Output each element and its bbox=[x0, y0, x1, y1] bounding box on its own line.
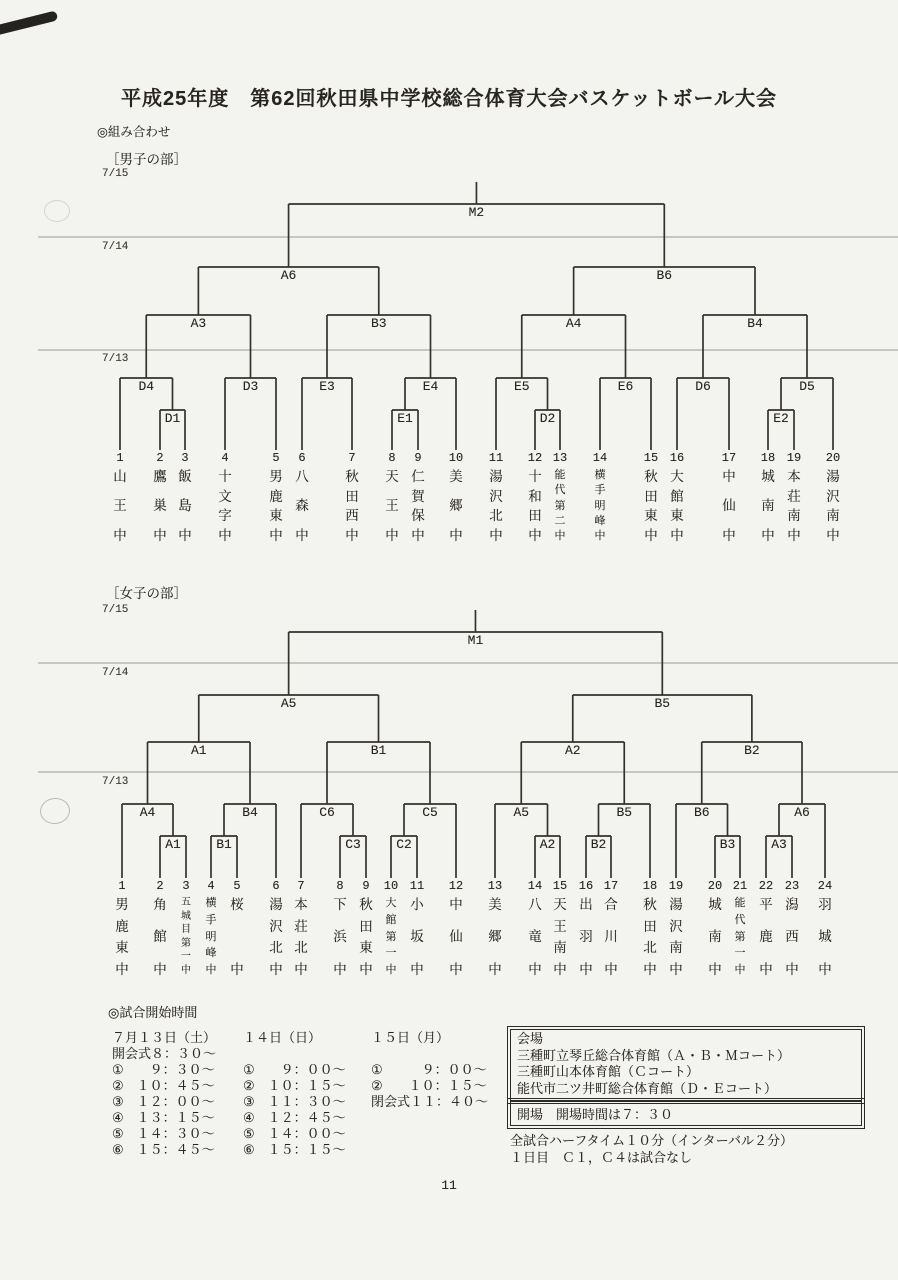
scan-artifact-circle bbox=[44, 200, 70, 222]
game-label-e1: E1 bbox=[397, 411, 413, 426]
team-name: 城 南 中 bbox=[761, 469, 775, 543]
team-name: 仁 賀 保 中 bbox=[411, 469, 425, 543]
team-number: 21 bbox=[732, 879, 748, 893]
girls-team-15 bbox=[548, 880, 572, 976]
girls-team-3 bbox=[174, 880, 198, 976]
team-number: 23 bbox=[784, 879, 800, 893]
game-label-d1: D1 bbox=[164, 411, 181, 426]
team-number: 3 bbox=[182, 879, 190, 893]
boys-team-2 bbox=[148, 452, 172, 542]
schedule-row: ② １０：４５～ bbox=[112, 1078, 215, 1093]
team-number: 10 bbox=[448, 451, 464, 465]
girls-team-16 bbox=[574, 880, 598, 976]
girls-team-5 bbox=[225, 880, 249, 976]
day1-note: １日目 Ｃ１，Ｃ４は試合なし bbox=[510, 1150, 693, 1165]
game-label-c2: C2 bbox=[396, 837, 412, 852]
team-name: 角 館 中 bbox=[153, 897, 167, 977]
team-name: 平 鹿 中 bbox=[759, 897, 773, 977]
team-name: 山 王 中 bbox=[113, 469, 127, 543]
team-name: 五 城 目 第 一 中 bbox=[181, 897, 191, 976]
game-label-b2: B2 bbox=[744, 743, 760, 758]
game-label-a4: A4 bbox=[139, 805, 156, 820]
team-number: 16 bbox=[669, 451, 685, 465]
game-label-e4: E4 bbox=[422, 379, 439, 394]
team-number: 17 bbox=[721, 451, 737, 465]
schedule-row: 閉会式１１：４０～ bbox=[371, 1094, 489, 1109]
team-name: 天 王 南 中 bbox=[553, 897, 567, 977]
boys-team-12 bbox=[523, 452, 547, 542]
team-name: 美 郷 中 bbox=[488, 897, 502, 977]
opening-time-box bbox=[507, 1098, 865, 1129]
team-name: 十 和 田 中 bbox=[528, 469, 542, 543]
team-name: 小 坂 中 bbox=[410, 897, 424, 977]
game-label-a1: A1 bbox=[190, 743, 207, 758]
team-name: 能 代 第 一 中 bbox=[734, 897, 746, 976]
girls-team-6 bbox=[264, 880, 288, 976]
team-name: 桜 中 bbox=[230, 897, 244, 977]
game-label-d5: D5 bbox=[799, 379, 815, 394]
boys-team-11 bbox=[484, 452, 508, 542]
venue-header: 会場 bbox=[517, 1031, 544, 1046]
game-label-a6: A6 bbox=[280, 268, 297, 283]
team-name: 大 館 東 中 bbox=[670, 469, 684, 543]
schedule-row: ⑥ １５：４５～ bbox=[112, 1142, 215, 1157]
game-label-a2: A2 bbox=[564, 743, 581, 758]
venue-line: 能代市二ツ井町総合体育館（Ｄ・Ｅコート） bbox=[517, 1080, 778, 1096]
boys-date-715: 7/15 bbox=[102, 168, 129, 180]
boys-team-19 bbox=[782, 452, 806, 542]
team-number: 20 bbox=[707, 879, 723, 893]
team-number: 19 bbox=[668, 879, 684, 893]
schedule-row: ⑥ １５：１５～ bbox=[243, 1142, 346, 1157]
game-label-d6: D6 bbox=[695, 379, 711, 394]
girls-team-12 bbox=[444, 880, 468, 976]
game-label-c3: C3 bbox=[345, 837, 361, 852]
team-name: 八 竜 中 bbox=[528, 897, 542, 977]
girls-date-714: 7/14 bbox=[102, 667, 129, 679]
girls-team-24 bbox=[813, 880, 837, 976]
team-name: 能 代 第 二 中 bbox=[554, 469, 566, 542]
team-number: 13 bbox=[552, 451, 568, 465]
girls-team-17 bbox=[599, 880, 623, 976]
girls-team-18 bbox=[638, 880, 662, 976]
game-label-b1: B1 bbox=[216, 837, 232, 852]
game-label-d3: D3 bbox=[242, 379, 259, 394]
team-name: 湯 沢 北 中 bbox=[269, 897, 283, 977]
schedule-day-3 bbox=[371, 1030, 488, 1110]
game-label-e6: E6 bbox=[617, 379, 634, 394]
team-name: 本 荘 南 中 bbox=[787, 469, 801, 543]
boys-date-713: 7/13 bbox=[102, 353, 129, 365]
girls-team-9 bbox=[354, 880, 378, 976]
team-number: 13 bbox=[487, 879, 503, 893]
game-label-a3: A3 bbox=[190, 316, 207, 331]
team-name: 湯 沢 南 中 bbox=[669, 897, 683, 977]
game-label-a1: A1 bbox=[165, 837, 181, 852]
team-number: 15 bbox=[552, 879, 568, 893]
scan-artifact-streak bbox=[0, 10, 58, 35]
girls-team-19 bbox=[664, 880, 688, 976]
team-name: 潟 西 中 bbox=[785, 897, 799, 977]
team-name: 男 鹿 東 中 bbox=[115, 897, 129, 977]
boys-date-714: 7/14 bbox=[102, 241, 129, 253]
boys-team-6 bbox=[290, 452, 314, 542]
venue-box bbox=[507, 1026, 865, 1104]
team-name: 出 羽 中 bbox=[579, 897, 593, 977]
girls-team-20 bbox=[703, 880, 727, 976]
boys-team-7 bbox=[340, 452, 364, 542]
team-name: 城 南 中 bbox=[708, 897, 722, 977]
schedule-day-header: ７月１３日（土） bbox=[112, 1030, 217, 1045]
girls-team-4 bbox=[199, 880, 223, 976]
team-name: 横 手 明 峰 中 bbox=[205, 897, 217, 976]
team-number: 6 bbox=[272, 879, 280, 893]
girls-section-label: ［女子の部］ bbox=[106, 586, 187, 601]
game-label-b2: B2 bbox=[590, 837, 607, 852]
team-number: 4 bbox=[207, 879, 215, 893]
boys-team-15 bbox=[639, 452, 663, 542]
schedule-row: ① ９：００～ bbox=[243, 1062, 346, 1077]
schedule-row: ① ９：３０～ bbox=[112, 1062, 215, 1077]
team-number: 18 bbox=[760, 451, 776, 465]
team-number: 9 bbox=[414, 451, 422, 465]
team-number: 1 bbox=[118, 879, 126, 893]
girls-team-2 bbox=[148, 880, 172, 976]
team-name: 秋 田 北 中 bbox=[643, 897, 657, 977]
team-name: 八 森 中 bbox=[295, 469, 309, 543]
venue-line: 三種町立琴丘総合体育館（Ａ・Ｂ・Ｍコート） bbox=[517, 1047, 791, 1063]
page-title: 平成25年度 第62回秋田県中学校総合体育大会バスケットボール大会 bbox=[120, 88, 778, 110]
team-number: 15 bbox=[643, 451, 659, 465]
team-number: 2 bbox=[156, 451, 164, 465]
game-label-a2: A2 bbox=[539, 837, 556, 852]
halftime-note: 全試合ハーフタイム１０分（インターバル２分） bbox=[510, 1133, 794, 1148]
game-label-b3: B3 bbox=[719, 837, 736, 852]
game-label-m2: M2 bbox=[468, 205, 485, 220]
team-name: 大 館 第 一 中 bbox=[385, 897, 397, 976]
team-number: 4 bbox=[221, 451, 229, 465]
team-number: 11 bbox=[488, 451, 504, 465]
team-name: 中 仙 中 bbox=[722, 469, 736, 543]
game-label-a3: A3 bbox=[771, 837, 787, 852]
game-label-b6: B6 bbox=[693, 805, 710, 820]
team-number: 19 bbox=[786, 451, 802, 465]
team-number: 5 bbox=[272, 451, 280, 465]
team-number: 1 bbox=[116, 451, 124, 465]
team-name: 合 川 中 bbox=[604, 897, 618, 977]
schedule-heading: ◎試合開始時間 bbox=[108, 1005, 198, 1020]
game-label-b1: B1 bbox=[370, 743, 387, 758]
team-name: 飯 島 中 bbox=[178, 469, 192, 543]
team-number: 14 bbox=[592, 451, 608, 465]
team-name: 湯 沢 北 中 bbox=[489, 469, 503, 543]
boys-team-10 bbox=[444, 452, 468, 542]
team-number: 14 bbox=[527, 879, 543, 893]
boys-section-label: ［男子の部］ bbox=[106, 152, 187, 167]
scan-artifact-circle bbox=[39, 797, 72, 826]
game-label-b3: B3 bbox=[370, 316, 387, 331]
boys-team-16 bbox=[665, 452, 689, 542]
schedule-row: ② １０：１５～ bbox=[371, 1078, 487, 1093]
team-name: 本 荘 北 中 bbox=[294, 897, 308, 977]
girls-team-22 bbox=[754, 880, 778, 976]
girls-team-21 bbox=[728, 880, 752, 976]
game-label-a5: A5 bbox=[513, 805, 530, 820]
game-label-a4: A4 bbox=[565, 316, 582, 331]
team-name: 湯 沢 南 中 bbox=[826, 469, 840, 543]
team-number: 11 bbox=[409, 879, 425, 893]
schedule-row: ④ １２：４５～ bbox=[243, 1110, 346, 1125]
girls-date-713: 7/13 bbox=[102, 776, 129, 788]
girls-team-1 bbox=[110, 880, 134, 976]
boys-team-1 bbox=[108, 452, 132, 542]
boys-team-14 bbox=[588, 452, 612, 542]
schedule-day-header: １５日（月） bbox=[371, 1030, 450, 1045]
game-label-a5: A5 bbox=[280, 696, 297, 711]
page-number: 11 bbox=[441, 1178, 457, 1193]
schedule-row: ③ １１：３０～ bbox=[243, 1094, 346, 1109]
schedule-day-1 bbox=[112, 1030, 216, 1158]
girls-team-13 bbox=[483, 880, 507, 976]
game-label-b4: B4 bbox=[747, 316, 763, 331]
team-number: 3 bbox=[181, 451, 189, 465]
schedule-row: ④ １３：１５～ bbox=[112, 1110, 215, 1125]
team-number: 7 bbox=[348, 451, 356, 465]
girls-team-8 bbox=[328, 880, 352, 976]
boys-team-9 bbox=[406, 452, 430, 542]
team-number: 8 bbox=[336, 879, 344, 893]
team-name: 秋 田 東 中 bbox=[359, 897, 373, 977]
boys-team-20 bbox=[821, 452, 845, 542]
game-label-d4: D4 bbox=[138, 379, 155, 394]
game-label-b5: B5 bbox=[654, 696, 671, 711]
team-number: 6 bbox=[298, 451, 306, 465]
team-number: 2 bbox=[156, 879, 164, 893]
team-number: 12 bbox=[448, 879, 464, 893]
team-number: 22 bbox=[758, 879, 774, 893]
team-name: 天 王 中 bbox=[385, 469, 399, 543]
boys-team-13 bbox=[548, 452, 572, 542]
team-number: 18 bbox=[642, 879, 658, 893]
boys-team-4 bbox=[213, 452, 237, 542]
schedule-day-2 bbox=[243, 1030, 346, 1158]
game-label-d2: D2 bbox=[539, 411, 556, 426]
girls-team-10 bbox=[379, 880, 403, 976]
team-name: 秋 田 西 中 bbox=[345, 469, 359, 543]
team-number: 12 bbox=[527, 451, 543, 465]
game-label-e3: E3 bbox=[319, 379, 335, 394]
team-name: 下 浜 中 bbox=[333, 897, 347, 977]
game-label-c5: C5 bbox=[422, 805, 438, 820]
schedule-row: ⑤ １４：００～ bbox=[243, 1126, 346, 1141]
game-label-m1: M1 bbox=[467, 633, 484, 648]
game-label-e2: E2 bbox=[773, 411, 789, 426]
game-label-e5: E5 bbox=[513, 379, 530, 394]
team-name: 羽 城 中 bbox=[818, 897, 832, 977]
spacer bbox=[243, 1046, 346, 1062]
team-number: 16 bbox=[578, 879, 594, 893]
schedule-row: ① ９：００～ bbox=[371, 1062, 487, 1077]
team-number: 24 bbox=[817, 879, 833, 893]
boys-team-18 bbox=[756, 452, 780, 542]
team-name: 横 手 明 峰 中 bbox=[594, 469, 606, 542]
team-name: 鷹 巣 中 bbox=[153, 469, 167, 543]
spacer bbox=[371, 1046, 488, 1062]
team-number: 17 bbox=[603, 879, 619, 893]
team-number: 5 bbox=[233, 879, 241, 893]
boys-team-17 bbox=[717, 452, 741, 542]
team-number: 9 bbox=[362, 879, 370, 893]
boys-team-3 bbox=[173, 452, 197, 542]
girls-date-715: 7/15 bbox=[102, 604, 129, 616]
opening-time-text: 開場 開場時間は７：３０ bbox=[517, 1107, 674, 1122]
girls-team-11 bbox=[405, 880, 429, 976]
team-number: 8 bbox=[388, 451, 396, 465]
schedule-row: 開会式８：３０～ bbox=[112, 1046, 217, 1061]
game-label-b4: B4 bbox=[242, 805, 258, 820]
venue-line: 三種町山本体育館（Ｃコート） bbox=[517, 1064, 700, 1079]
girls-team-23 bbox=[780, 880, 804, 976]
team-name: 秋 田 東 中 bbox=[644, 469, 658, 543]
team-number: 10 bbox=[383, 879, 399, 893]
girls-team-14 bbox=[523, 880, 547, 976]
team-number: 7 bbox=[297, 879, 305, 893]
schedule-row: ③ １２：００～ bbox=[112, 1094, 215, 1109]
team-number: 20 bbox=[825, 451, 841, 465]
game-label-a6: A6 bbox=[794, 805, 810, 820]
schedule-row: ⑤ １４：３０～ bbox=[112, 1126, 215, 1141]
game-label-b5: B5 bbox=[616, 805, 633, 820]
team-name: 男 鹿 東 中 bbox=[269, 469, 283, 543]
team-name: 十 文 字 中 bbox=[218, 469, 232, 543]
draw-heading: ◎組み合わせ bbox=[97, 125, 171, 139]
team-name: 中 仙 中 bbox=[449, 897, 463, 977]
girls-team-7 bbox=[289, 880, 313, 976]
boys-team-5 bbox=[264, 452, 288, 542]
game-label-c6: C6 bbox=[319, 805, 335, 820]
schedule-row: ② １０：１５～ bbox=[243, 1078, 346, 1093]
team-name: 美 郷 中 bbox=[449, 469, 463, 543]
game-label-b6: B6 bbox=[656, 268, 673, 283]
schedule-day-header: １４日（日） bbox=[243, 1030, 322, 1045]
boys-team-8 bbox=[380, 452, 404, 542]
